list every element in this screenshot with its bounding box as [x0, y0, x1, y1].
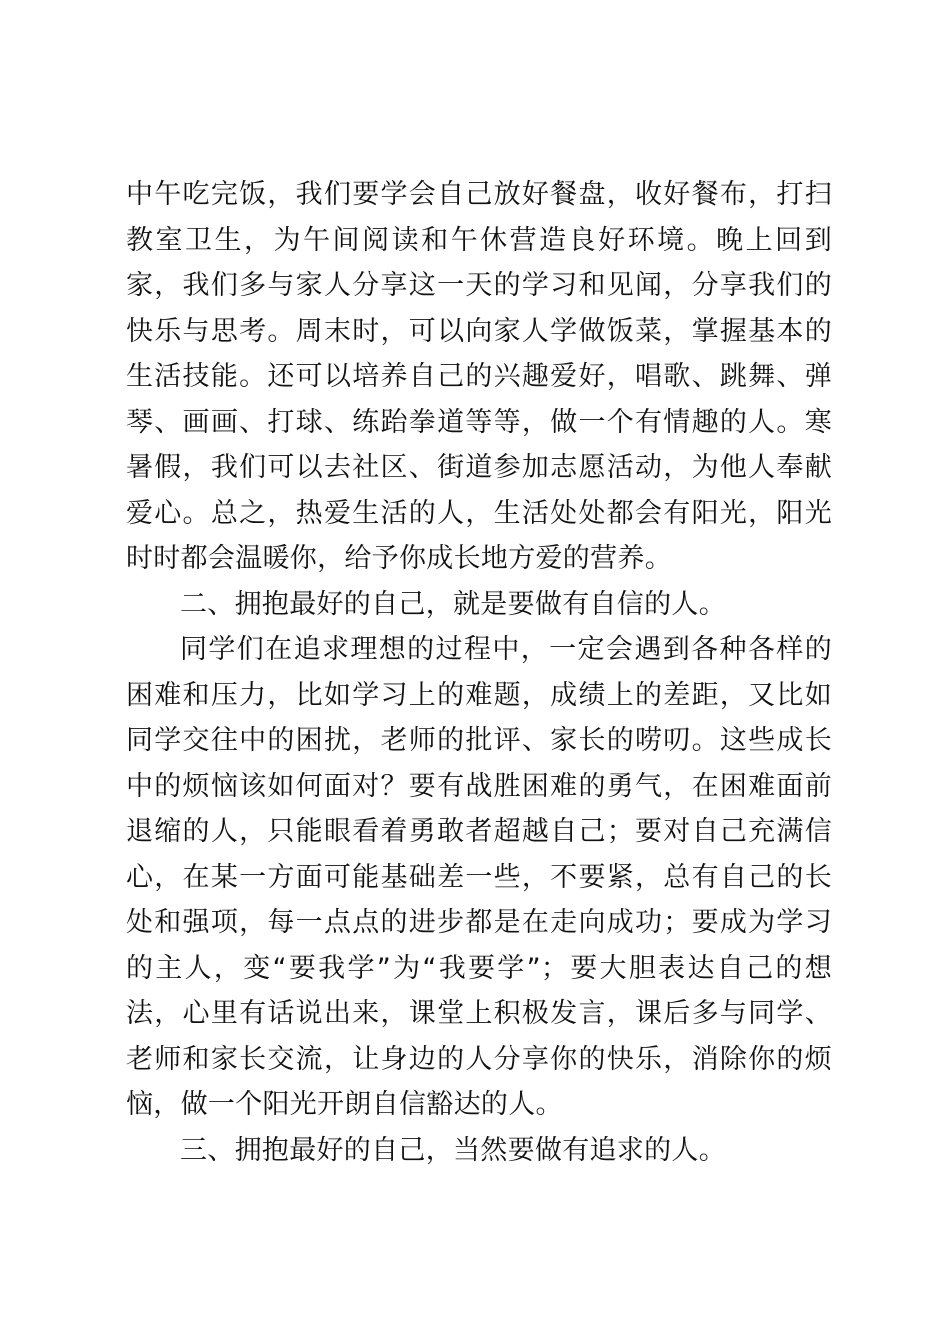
document-body [126, 172, 832, 1173]
section-heading-pursuit: 三、拥抱最好的自己，当然要做有追求的人。 [180, 1134, 726, 1166]
paragraph-life-habits: 中午吃完饭，我们要学会自己放好餐盘，收好餐布，打扫教室卫生，为午间阅读和午休营造良好环境。晚上回到家，我们多与家人分享这一天的学习和见闻，分享我们的快乐与思考。周末时，可以向家人学做饭菜，掌握基本的生活技能。还可以培养自己的兴趣爱好，唱歌、跳舞、弹琴、画画、打球、练跆拳道等等，做一个有情趣的人。寒暑假，我们可以去社区、街道参加志愿活动，为他人奉献爱心。总之，热爱生活的人，生活处处都会有阳光，阳光时时都会温暖你，给予你成长地方爱的营养。 [126, 179, 832, 574]
paragraph-confidence: 同学们在追求理想的过程中，一定会遇到各种各样的困难和压力，比如学习上的难题，成绩上的差距，又比如同学交往中的困扰，老师的批评、家长的唠叨。这些成长中的烦恼该如何面对？要有战胜困难的勇气，在困难面前退缩的人，只能眼看着勇敢者超越自己；要对自己充满信心，在某一方面可能基础差一些，不要紧，总有自己的长处和强项，每一点点的进步都是在走向成功；要成为学习的主人，变“要我学”为“我要学”；要大胆表达自己的想法，心里有话说出来，课堂上积极发言，课后多与同学、老师和家长交流，让身边的人分享你的快乐，消除你的烦恼，做一个阳光开朗自信豁达的人。 [126, 634, 832, 1120]
section-heading-confidence: 二、拥抱最好的自己，就是要做有自信的人。 [180, 588, 726, 620]
